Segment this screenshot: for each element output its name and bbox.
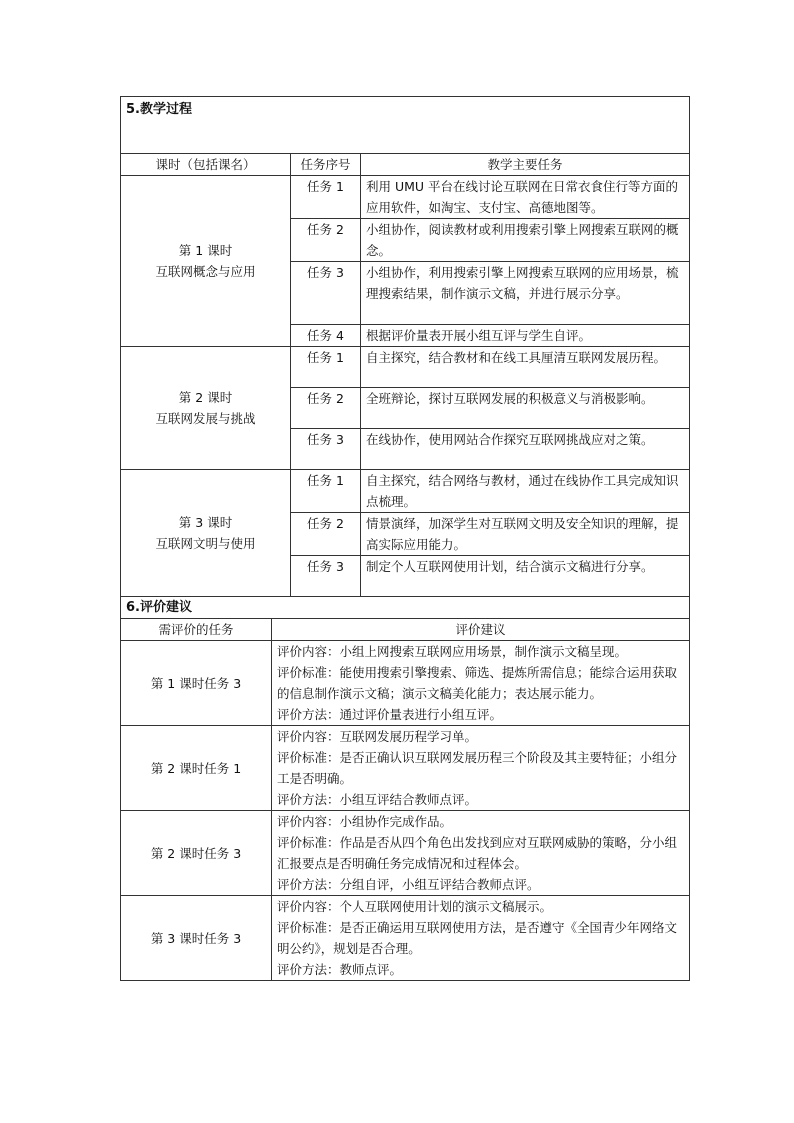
eval-method: 评价方法：通过评价量表进行小组互评。 <box>277 707 503 722</box>
task-number: 任务 2 <box>291 219 361 262</box>
task-number: 任务 1 <box>291 347 361 388</box>
eval-method: 评价方法：教师点评。 <box>277 962 403 977</box>
task-text: 小组协作，阅读教材或利用搜索引擎上网搜索互联网的概念。 <box>361 219 690 262</box>
teaching-process-table <box>120 96 690 597</box>
header-task-no: 任务序号 <box>291 154 361 176</box>
evaluation-table <box>120 596 690 981</box>
eval-method: 评价方法：小组互评结合教师点评。 <box>277 792 478 807</box>
task-number: 任务 1 <box>291 176 361 219</box>
lesson-number: 第 3 课时 <box>178 515 233 530</box>
lesson-1-cell <box>121 176 291 347</box>
eval-standard: 评价标准：是否正确认识互联网发展历程三个阶段及其主要特征；小组分工是否明确。 <box>277 750 678 786</box>
table-row <box>121 470 690 513</box>
eval-standard: 评价标准：是否正确运用互联网使用方法，是否遵守《全国青少年网络文明公约》，规划是否合理。 <box>277 920 678 956</box>
eval-task-name: 第 2 课时任务 1 <box>121 726 272 811</box>
header-lesson: 课时（包括课名） <box>121 154 291 176</box>
eval-task-name: 第 3 课时任务 3 <box>121 896 272 981</box>
eval-standard: 评价标准：作品是否从四个角色出发找到应对互联网威胁的策略，分小组汇报要点是否明确任务完成情况和过程体会。 <box>277 835 678 871</box>
task-number: 任务 2 <box>291 388 361 429</box>
eval-task-name: 第 1 课时任务 3 <box>121 641 272 726</box>
eval-advice-cell <box>272 726 690 811</box>
task-number: 任务 3 <box>291 429 361 470</box>
task-number: 任务 2 <box>291 513 361 556</box>
table-row <box>121 641 690 726</box>
task-text: 在线协作，使用网站合作探究互联网挑战应对之策。 <box>361 429 690 470</box>
table-row <box>121 347 690 388</box>
table-row <box>121 896 690 981</box>
section-5-title: 5.教学过程 <box>121 97 690 154</box>
lesson-3-cell <box>121 470 291 597</box>
header-eval-task: 需评价的任务 <box>121 619 272 641</box>
eval-advice-cell <box>272 811 690 896</box>
eval-method: 评价方法：分组自评，小组互评结合教师点评。 <box>277 877 540 892</box>
task-text: 自主探究，结合教材和在线工具厘清互联网发展历程。 <box>361 347 690 388</box>
table-row <box>121 811 690 896</box>
table-row <box>121 176 690 219</box>
eval-task-name: 第 2 课时任务 3 <box>121 811 272 896</box>
task-text: 小组协作，利用搜索引擎上网搜索互联网的应用场景，梳理搜索结果，制作演示文稿，并进行展示分享。 <box>361 262 690 325</box>
task-text: 制定个人互联网使用计划，结合演示文稿进行分享。 <box>361 556 690 597</box>
task-number: 任务 3 <box>291 556 361 597</box>
task-text: 自主探究，结合网络与教材，通过在线协作工具完成知识点梳理。 <box>361 470 690 513</box>
task-text: 全班辩论，探讨互联网发展的积极意义与消极影响。 <box>361 388 690 429</box>
eval-advice-cell <box>272 641 690 726</box>
task-text: 根据评价量表开展小组互评与学生自评。 <box>361 325 690 347</box>
eval-content: 评价内容：个人互联网使用计划的演示文稿展示。 <box>277 899 553 914</box>
task-number: 任务 1 <box>291 470 361 513</box>
eval-content: 评价内容：互联网发展历程学习单。 <box>277 729 478 744</box>
lesson-name: 互联网发展与挑战 <box>155 411 256 426</box>
lesson-number: 第 1 课时 <box>178 243 233 258</box>
table-row <box>121 726 690 811</box>
lesson-name: 互联网文明与使用 <box>155 536 256 551</box>
task-number: 任务 4 <box>291 325 361 347</box>
header-main-task: 教学主要任务 <box>361 154 690 176</box>
eval-advice-cell <box>272 896 690 981</box>
lesson-2-cell <box>121 347 291 470</box>
header-eval-advice: 评价建议 <box>272 619 690 641</box>
section-6-title: 6.评价建议 <box>121 597 690 619</box>
task-text: 利用 UMU 平台在线讨论互联网在日常衣食住行等方面的应用软件，如淘宝、支付宝、高德地图等。 <box>361 176 690 219</box>
eval-content: 评价内容：小组上网搜索互联网应用场景，制作演示文稿呈现。 <box>277 644 628 659</box>
eval-content: 评价内容：小组协作完成作品。 <box>277 814 453 829</box>
lesson-number: 第 2 课时 <box>178 390 233 405</box>
lesson-name: 互联网概念与应用 <box>155 264 256 279</box>
eval-standard: 评价标准：能使用搜索引擎搜索、筛选、提炼所需信息；能综合运用获取的信息制作演示文稿；演示文稿美化能力；表达展示能力。 <box>277 665 678 701</box>
task-number: 任务 3 <box>291 262 361 325</box>
task-text: 情景演绎，加深学生对互联网文明及安全知识的理解，提高实际应用能力。 <box>361 513 690 556</box>
